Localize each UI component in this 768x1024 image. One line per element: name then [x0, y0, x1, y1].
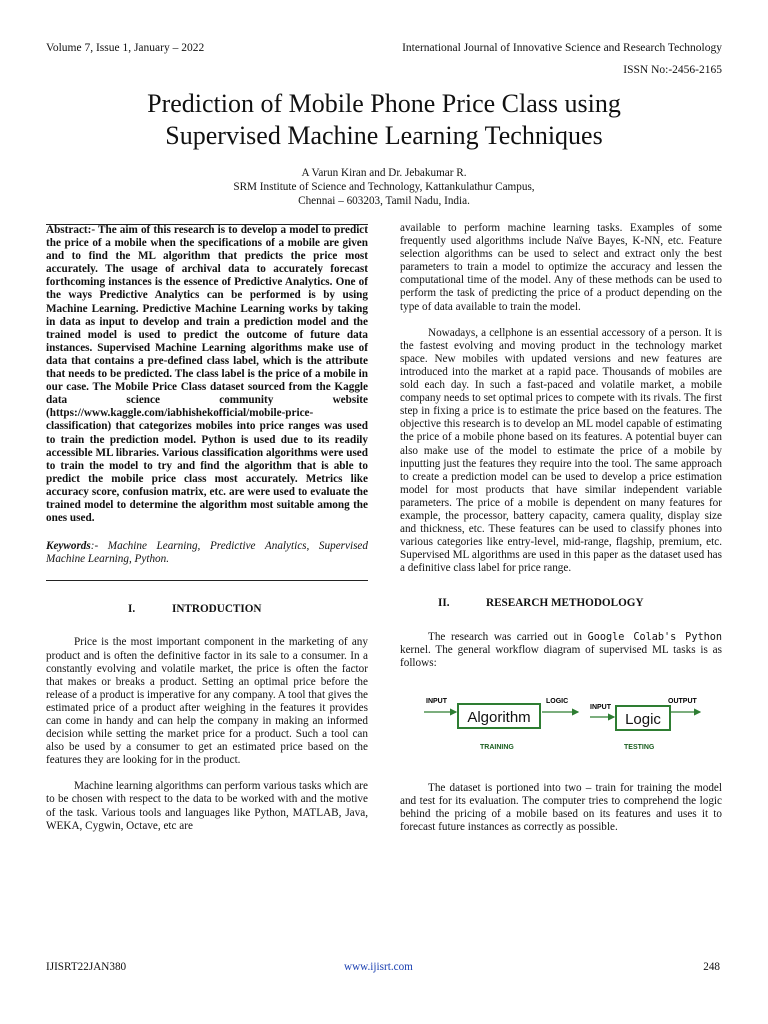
abstract: Abstract:- The aim of this research is to develop a model to predict the price of a mobile when the specifications of a mobile are given and to find the ML algorithm that predicts the price most accurately. The usage of archival data to accurately forecast forthcoming instances is the essence of Predictive Analytics. One of the ways Predictive Analytics can be performed is by using Machine Learning. Predictive Machine Learning works by taking in data as input to develop and train a prediction model and the trained model is used to predict the outcome of future data instances. Supervised Machine Learning algorithms make use of data that contains a pre-defined class label, which is the attribute that needs to be predicted. The class label is the price of a mobile in our case. The Mobile Price Class dataset sourced from the Kaggle data science community website (https://www.kaggle.com/iabhishekofficial/mobile-price-classification) that categorizes mobiles into price ranges was used to train the prediction model. Python is used due to its readily accessible ML libraries. Various classification algorithms were used to train the model to try and find the algorithm that is able to predict the mobile price class most accurately. Metrics like accuracy score, confusion matrix, etc. are were used to evaluate the trained model to determine the algorithm most suitable among the ones used. — [46, 224, 368, 525]
keywords — [46, 540, 368, 566]
author-institute: SRM Institute of Science and Technology, Kattankulathur Campus, — [233, 181, 535, 193]
logic-box-label: Logic — [625, 710, 661, 728]
diagram-training-label: TRAINING — [480, 743, 514, 751]
paper-title — [40, 88, 728, 152]
diagram-logic-label: LOGIC — [546, 697, 569, 705]
keywords-label: Keywords — [46, 540, 91, 553]
journal-name: International Journal of Innovative Science and Research Technology — [402, 42, 722, 54]
diagram-input2-label: INPUT — [590, 703, 611, 711]
section-intro-number: I. — [128, 603, 136, 616]
section-intro-title: INTRODUCTION — [172, 603, 262, 616]
diagram-output-label: OUTPUT — [668, 697, 697, 705]
intro-paragraph-2: Machine learning algorithms can perform various tasks which are to be chosen with respect to the data to be worked with and the motive of the task. Various tools and languages like Python, MATLAB, Java, WEKA, Cygwin, Octave, etc are — [46, 780, 368, 832]
intro-paragraph-1: Price is the most important component in the marketing of any product and is often the definitive factor in its sale to a consumer. In a constantly evolving and volatile market, the price is often the factor that makes or breaks a product. Setting an optimal price before the release of a product is imperative for any company. A tool that gives the estimated price of a product after weighing in the features it provides can come in handy and can help the company in making an informed decision while setting the market price for a product. Such a tool can also be used by a consumer to get an estimated price based on the features they are looking for in the product. — [46, 636, 368, 767]
author-address: Chennai – 603203, Tamil Nadu, India. — [298, 195, 470, 207]
issn: ISSN No:-2456-2165 — [623, 64, 722, 76]
diagram-input-label: INPUT — [426, 697, 447, 705]
section-method-title: RESEARCH METHODOLOGY — [486, 597, 644, 610]
workflow-diagram — [400, 686, 722, 766]
method-p1-pre: The research was carried out in — [428, 630, 588, 643]
author-names: A Varun Kiran and Dr. Jebakumar R. — [301, 167, 467, 179]
title-line-2: Supervised Machine Learning Techniques — [165, 121, 603, 150]
keywords-text: :- Machine Learning, Predictive Analytics, Supervised Machine Learning, Python. — [46, 540, 368, 566]
keywords-rule — [46, 580, 368, 581]
journal-url-link[interactable]: www.ijisrt.com — [344, 961, 413, 973]
right-column — [400, 222, 722, 834]
section-method-heading — [400, 597, 722, 610]
title-line-1: Prediction of Mobile Phone Price Class using — [147, 89, 621, 118]
method-paragraph-1 — [400, 631, 722, 670]
left-column — [46, 224, 368, 833]
author-block — [100, 166, 668, 208]
section-intro-heading — [46, 603, 368, 616]
method-p1-post: kernel. The general workflow diagram of supervised ML tasks is as follows: — [400, 643, 722, 669]
method-paragraph-2: The dataset is portioned into two – train for training the model and test for its evaluation. The computer tries to comprehend the logic behind the pricing of a mobile based on its features and uses it to forecast future instances as correctly as possible. — [400, 781, 722, 834]
diagram-testing-label: TESTING — [624, 743, 655, 751]
volume-info: Volume 7, Issue 1, January – 2022 — [46, 42, 205, 54]
colab-kernel-name: Google Colab's Python — [587, 631, 722, 643]
right-paragraph-2: Nowadays, a cellphone is an essential accessory of a person. It is the fastest evolving and moving product in the technology market space. New mobiles with updated versions and new features are introduced into the market at a rapid pace. Thousands of mobiles are sold each day. In such a fast-paced and volatile market, a mobile company needs to set optimal prices to compete with its rivals. The first step in fixing a price is to estimate the price based on the features. The objective this research is to develop an ML model capable of estimating the price of a mobile phone based on its features. A potential buyer can also make use of the model to estimate the price of a mobile by inputting just the features they require into the tool. The same approach to create a prediction model can be used to develop a price estimation model for most products that have similar independent variable parameters. The price of a mobile is dependent on many features for example, the processor, battery capacity, camera quality, display size and thickness, etc. These features can be used to classify phones into various categories like entry-level, mid-range, flagship, premium, etc. Supervised ML algorithms are used in this paper as the dataset used has a definitive class label for price range. — [400, 326, 722, 575]
algorithm-box-label: Algorithm — [467, 708, 531, 726]
section-method-number: II. — [438, 597, 450, 610]
page-number: 248 — [703, 961, 720, 973]
right-paragraph-1: available to perform machine learning tasks. Examples of some frequently used algorithms include Naïve Bayes, K-NN, etc. Feature selection algorithms can be used to select and extract only the best parameters to train a model to optimize the accuracy and lessen the computational time of the model. Any of these methods can be used to perform the task of predicting the price of a product depending on the type of data available to train the model. — [400, 222, 722, 313]
paper-code: IJISRT22JAN380 — [46, 961, 127, 973]
